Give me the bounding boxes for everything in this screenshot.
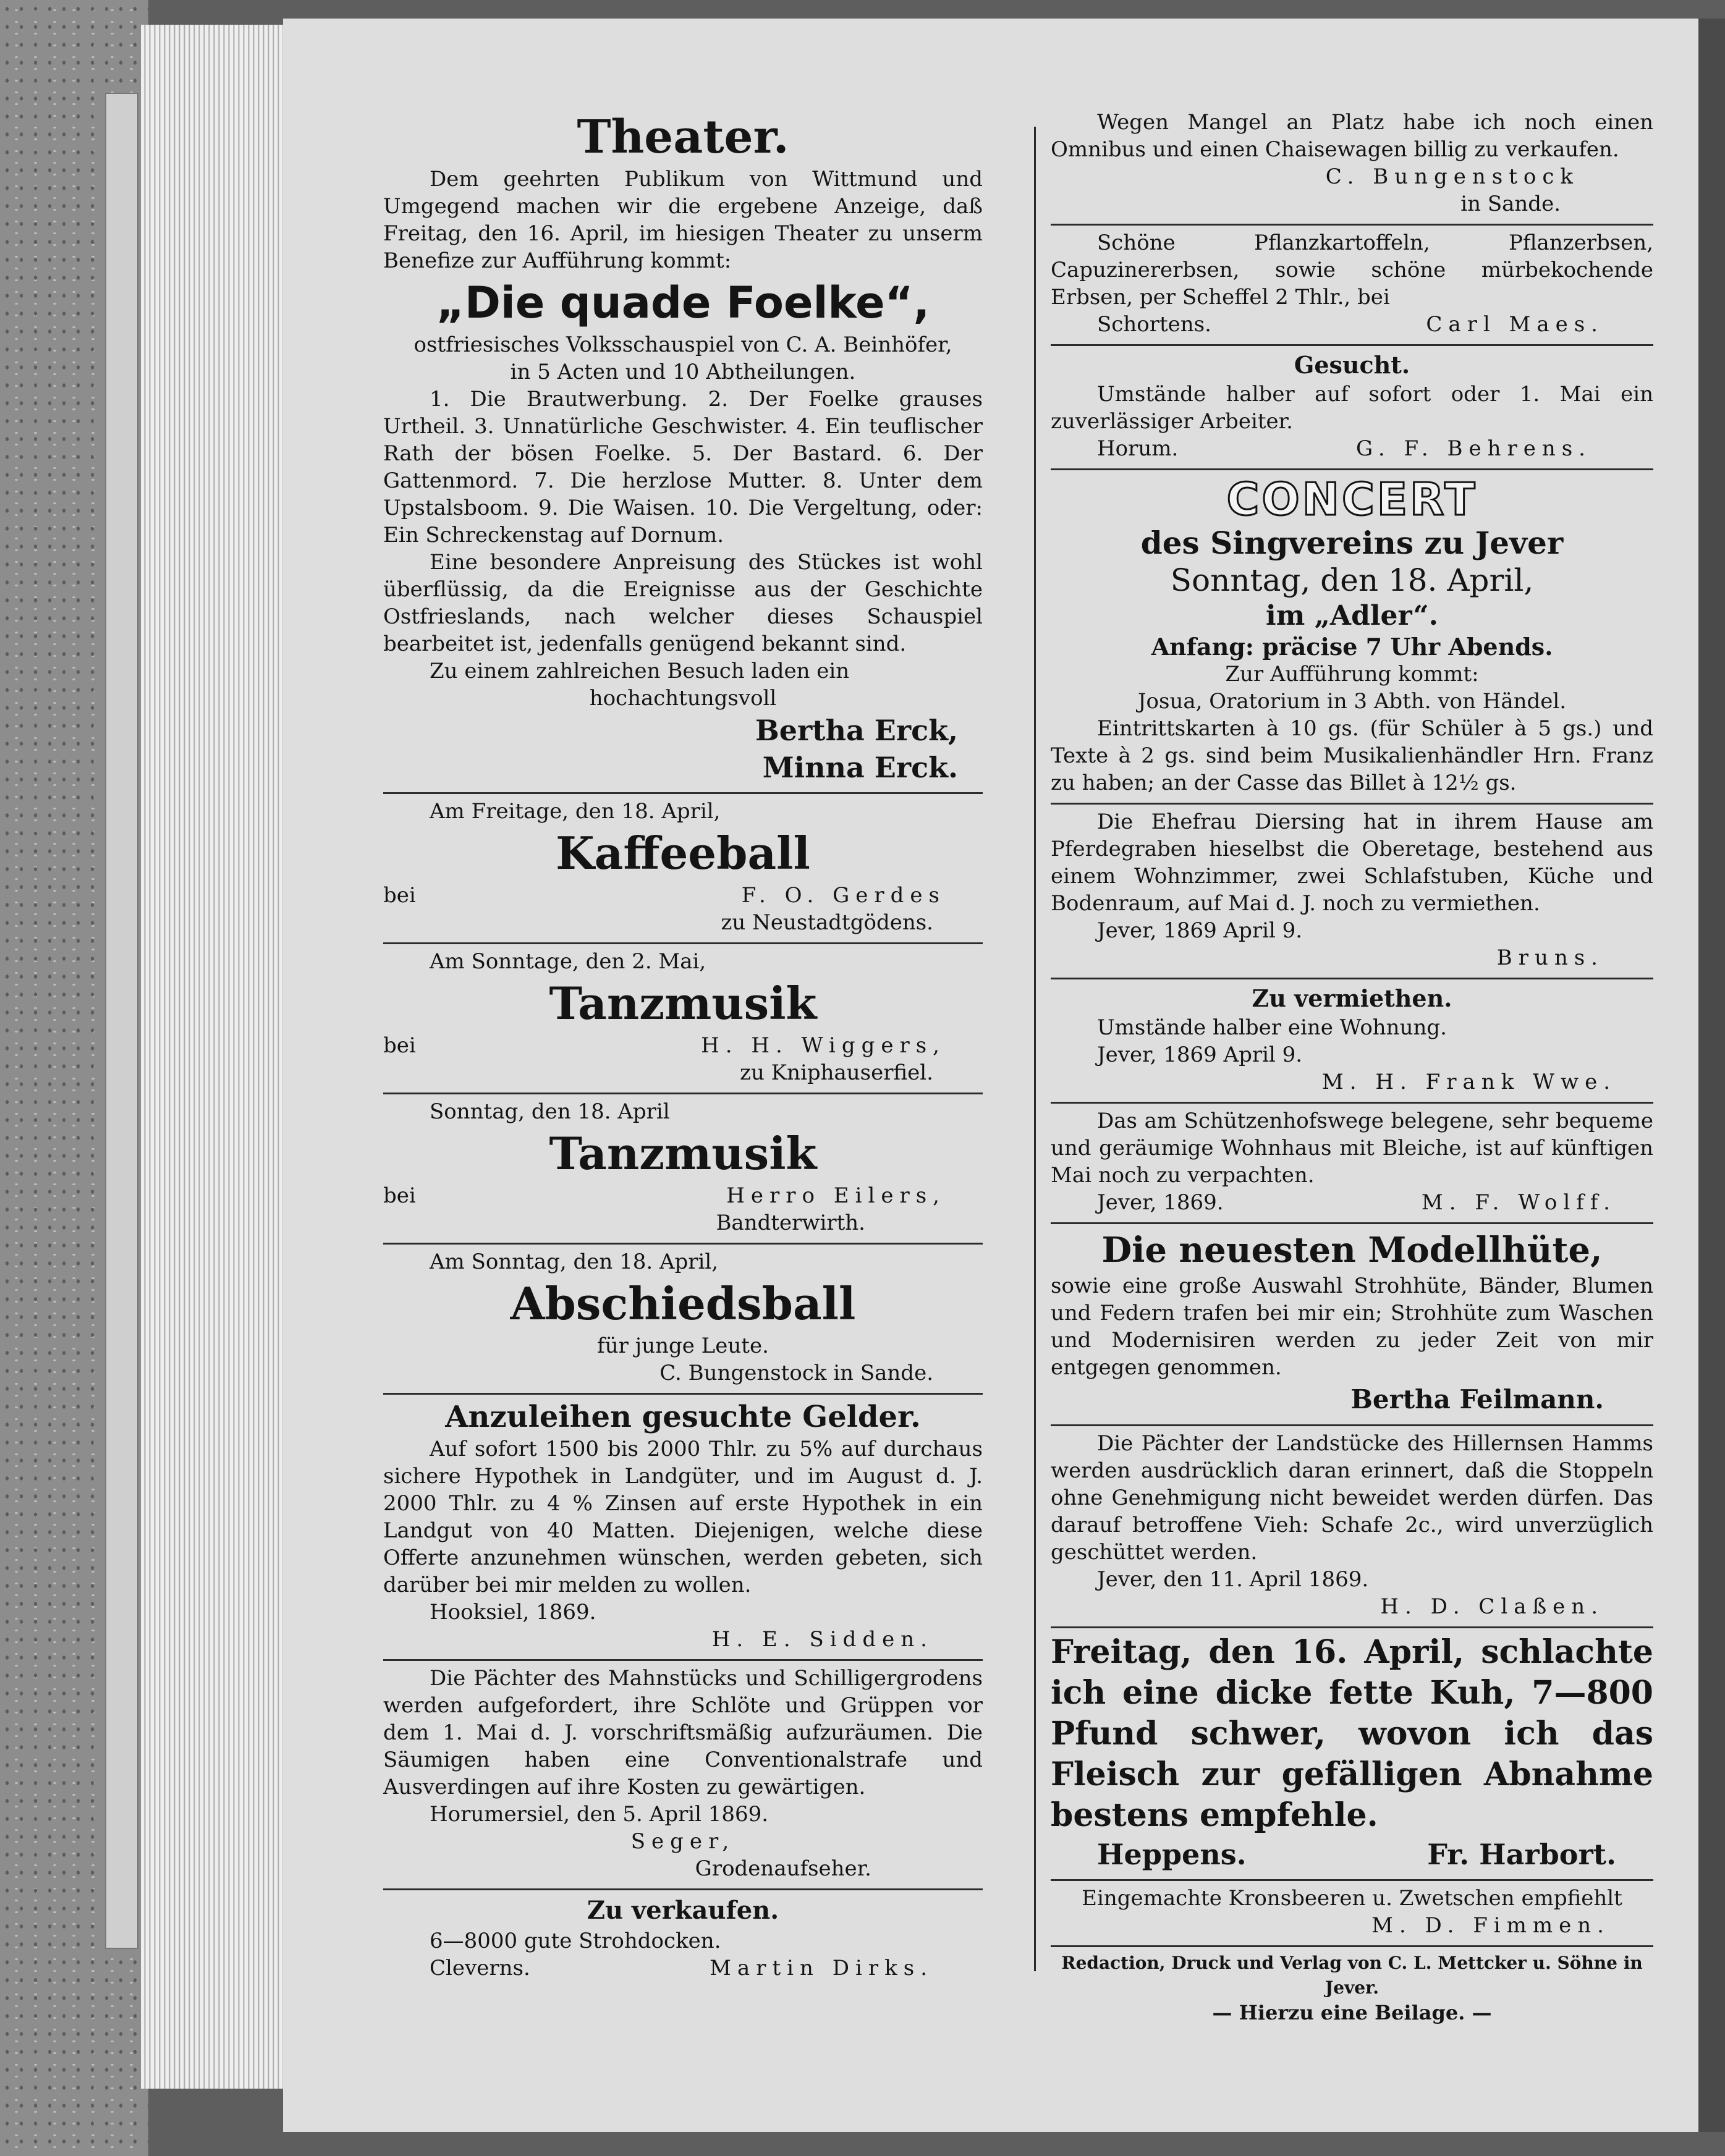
right-column — [1051, 105, 1653, 2031]
gesucht-title: Gesucht. — [1294, 351, 1410, 379]
left-column — [383, 105, 983, 1988]
tanzmusik-2-host-row — [383, 1182, 983, 1209]
gesucht-sig-row — [1051, 435, 1653, 462]
modellhuete-ad — [1051, 1224, 1653, 1426]
paechter-notice-left — [383, 1661, 983, 1890]
theater-body: Eine besondere Anpreisung des Stückes ist wohl überflüssig, da die Ereignisse aus der Geschichte Ostfrieslands, nach welcher dieses Schauspiel bearbeitet ist, jedenfalls genügend bekannt sind. — [383, 550, 983, 656]
pflanzkartoffeln-sig-row — [1051, 311, 1653, 338]
kaffeeball-bei: bei — [383, 883, 416, 908]
kuh-signature: Fr. Harbort. — [1427, 1838, 1616, 1871]
diersing-ad — [1051, 805, 1653, 979]
theater-invite: Zu einem zahlreichen Besuch laden ein — [430, 659, 850, 683]
concert-line-6: Josua, Oratorium in 3 Abth. von Händel. — [1137, 689, 1567, 714]
theater-title: Theater. — [577, 111, 789, 164]
paechter-left-body: Die Pächter des Mahnstücks und Schilligergrodens werden aufgefordert, ihre Schlöte und Grüppen vor dem 1. Mai d. J. vorschriftsmäßig aufzuräumen. Die Säumigen haben eine Conventionalstrafe und Ausverdingen auf ihre Kosten zu gewärtigen. — [383, 1666, 983, 1799]
modellhuete-signature: Bertha Feilmann. — [1350, 1384, 1604, 1414]
tanzmusik-2-place: Bandterwirth. — [716, 1211, 865, 1235]
tanzmusik-1-host: H. H. Wiggers, — [701, 1033, 946, 1058]
vermiethen-body: Umstände halber eine Wohnung. — [1097, 1015, 1447, 1040]
tanzmusik-1-title: Tanzmusik — [549, 977, 817, 1029]
gesucht-ad — [1051, 346, 1653, 470]
kronsbeeren-signature: M. D. Fimmen. — [1371, 1913, 1610, 1938]
kaffeeball-ad — [383, 794, 983, 944]
tanzmusik-1-bei: bei — [383, 1033, 416, 1058]
modellhuete-title: Die neuesten Modellhüte, — [1101, 1230, 1603, 1270]
omnibus-place: in Sande. — [1460, 192, 1561, 216]
zu-verkaufen-title: Zu verkaufen. — [587, 1896, 779, 1925]
hillernsen-body: Die Pächter der Landstücke des Hillernsen Hamms werden ausdrücklich daran erinnert, daß die Stoppeln ohne Genehmigung nicht beweidet werden dürfen. Das darauf betroffene Vieh: Schafe 2c., wird unverzüglich geschüttet werden. — [1051, 1431, 1653, 1565]
right-page-edge — [1698, 19, 1725, 2132]
omnibus-body: Wegen Mangel an Platz habe ich noch einen Omnibus und einen Chaisewagen billig zu verkaufen. — [1051, 110, 1653, 162]
zu-verkaufen-ad — [383, 1890, 983, 1988]
gesucht-place: Horum. — [1097, 436, 1179, 461]
pflanzkartoffeln-body: Schöne Pflanzkartoffeln, Pflanzerbsen, Capuzinererbsen, sowie schöne mürbekochende Erbsen, per Scheffel 2 Thlr., bei — [1051, 230, 1653, 310]
abschiedsball-line: für junge Leute. — [597, 1334, 769, 1358]
concert-line-1: des Singvereins zu Jever — [1140, 525, 1564, 561]
theater-ad — [383, 105, 983, 794]
page-stack-edges — [141, 25, 289, 2089]
gesucht-body: Umstände halber auf sofort oder 1. Mai ein zuverlässiger Arbeiter. — [1051, 382, 1653, 434]
paechter-left-place: Horumersiel, den 5. April 1869. — [430, 1802, 769, 1827]
footer-beilage: — Hierzu eine Beilage. — — [1212, 2001, 1492, 2024]
footer — [1051, 1947, 1653, 2031]
zu-verkaufen-sig-row — [383, 1955, 983, 1982]
column-divider — [1034, 127, 1036, 1971]
concert-line-3: im „Adler“. — [1266, 600, 1438, 632]
kronsbeeren-ad — [1051, 1881, 1653, 1947]
anzuleihen-signature: H. E. Sidden. — [711, 1627, 933, 1652]
tanzmusik-1-place: zu Kniphauserfiel. — [740, 1060, 933, 1085]
diersing-place: Jever, 1869 April 9. — [1097, 918, 1303, 943]
modellhuete-body: sowie eine große Auswahl Strohhüte, Bänder, Blumen und Federn trafen bei mir ein; Strohhüte zum Waschen und Modernisiren werden zu jeder Zeit von mir entgegen genommen. — [1051, 1274, 1653, 1380]
kaffeeball-host-row — [383, 882, 983, 909]
abschiedsball-ad — [383, 1245, 983, 1395]
vermiethen-ad — [1051, 979, 1653, 1104]
kaffeeball-title: Kaffeeball — [556, 827, 810, 879]
anzuleihen-title: Anzuleihen gesuchte Gelder. — [445, 1400, 921, 1434]
anzuleihen-place: Hooksiel, 1869. — [430, 1600, 596, 1625]
concert-line-4: Anfang: präcise 7 Uhr Abends. — [1151, 633, 1553, 661]
footer-imprint: Redaction, Druck und Verlag von C. L. Mettcker u. Söhne in Jever. — [1061, 1953, 1643, 1998]
pflanzkartoffeln-ad — [1051, 226, 1653, 346]
pflanzkartoffeln-place: Schortens. — [1097, 312, 1211, 337]
paechter-left-signature: Seger, — [630, 1829, 735, 1854]
tanzmusik-2-title: Tanzmusik — [549, 1127, 817, 1180]
pflanzkartoffeln-signature: Carl Maes. — [1426, 312, 1604, 337]
theater-greeting: hochachtungsvoll — [589, 686, 777, 711]
vermiethen-title: Zu vermiethen. — [1252, 984, 1452, 1012]
tanzmusik-2-bei: bei — [383, 1183, 416, 1208]
wohnhaus-body: Das am Schützenhofswege belegene, sehr bequeme und geräumige Wohnhaus mit Bleiche, ist auf künftigen Mai noch zu verpachten. — [1051, 1109, 1653, 1188]
tanzmusik-1-date: Am Sonntage, den 2. Mai, — [430, 949, 706, 974]
play-title: „Die quade Foelke“, — [436, 277, 930, 328]
concert-ad — [1051, 470, 1653, 805]
kronsbeeren-body: Eingemachte Kronsbeeren u. Zwetschen empfiehlt — [1082, 1886, 1622, 1911]
zu-verkaufen-place: Cleverns. — [430, 1956, 530, 1981]
kaffeeball-host: F. O. Gerdes — [741, 883, 946, 908]
tanzmusik-ad-1 — [383, 944, 983, 1094]
hillernsen-place: Jever, den 11. April 1869. — [1097, 1567, 1369, 1592]
paechter-left-role: Grodenaufseher. — [695, 1856, 871, 1881]
concert-line-2: Sonntag, den 18. April, — [1170, 562, 1534, 598]
vermiethen-place: Jever, 1869 April 9. — [1097, 1042, 1303, 1067]
anzuleihen-ad — [383, 1395, 983, 1661]
kuh-sig-row — [1051, 1836, 1653, 1873]
gesucht-signature: G. F. Behrens. — [1355, 436, 1591, 461]
adjacent-page-strip — [105, 93, 138, 1949]
theater-signature-2: Minna Erck. — [762, 751, 958, 784]
play-acts: 1. Die Brautwerbung. 2. Der Foelke grauses Urtheil. 3. Unnatürliche Geschwister. 4. Ein teuflischer Rath der bösen Foelke. 5. Der Bastard. 6. Der Gattenmord. 7. Die herzlose Mutter. 8. Unter dem Upstalsboom. 9. Die Waisen. 10. Die Vergeltung, oder: Ein Schreckenstag auf Dornum. — [383, 387, 983, 547]
tanzmusik-2-date: Sonntag, den 18. April — [430, 1099, 670, 1124]
vermiethen-signature: M. H. Frank Wwe. — [1321, 1070, 1616, 1094]
hillernsen-ad — [1051, 1426, 1653, 1628]
wohnhaus-signature: M. F. Wolff. — [1421, 1190, 1616, 1215]
diersing-signature: Bruns. — [1496, 945, 1604, 970]
kuh-place: Heppens. — [1097, 1838, 1247, 1871]
omnibus-signature: C. Bungenstock — [1325, 164, 1579, 189]
diersing-body: Die Ehefrau Diersing hat in ihrem Hause am Pferdegraben hieselbst die Oberetage, bestehend aus einem Wohnzimmer, zwei Schlafstuben, Küche und Bodenraum, auf Mai d. J. noch zu vermiethen. — [1051, 810, 1653, 916]
abschiedsball-date: Am Sonntag, den 18. April, — [430, 1249, 719, 1274]
tanzmusik-1-host-row — [383, 1032, 983, 1059]
kuh-body: Freitag, den 16. April, schlachte ich eine dicke fette Kuh, 7—800 Pfund schwer, wovon ich das Fleisch zur gefälligen Abnahme bestens empfehle. — [1051, 1633, 1653, 1834]
abschiedsball-host: C. Bungenstock in Sande. — [659, 1361, 933, 1385]
concert-title: CONCERT — [1226, 473, 1478, 525]
concert-line-5: Zur Aufführung kommt: — [1225, 662, 1479, 687]
wohnhaus-sig-row — [1051, 1189, 1653, 1216]
tanzmusik-ad-2 — [383, 1094, 983, 1245]
tanzmusik-2-host: Herro Eilers, — [726, 1183, 946, 1208]
kaffeeball-date: Am Freitage, den 18. April, — [430, 799, 721, 824]
anzuleihen-body: Auf sofort 1500 bis 2000 Thlr. zu 5% auf durchaus sichere Hypothek in Landgüter, und im August d. J. 2000 Thlr. zu 4 % Zinsen auf erste Hypothek in ein Landgut von 40 Matten. Diejenigen, welche diese Offerte anzunehmen wünschen, werden gebeten, sich darüber bei mir melden zu wollen. — [383, 1437, 983, 1597]
theater-intro: Dem geehrten Publikum von Wittmund und Umgegend machen wir die ergebene Anzeige, daß Freitag, den 16. April, im hiesigen Theater zu unserm Benefize zur Aufführung kommt: — [383, 167, 983, 273]
concert-body: Eintrittskarten à 10 gs. (für Schüler à 5 gs.) und Texte à 2 gs. sind beim Musikalienhändler Hrn. Franz zu haben; an der Casse das Billet à 12½ gs. — [1051, 716, 1653, 795]
zu-verkaufen-body: 6—8000 gute Strohdocken. — [430, 1929, 721, 1953]
zu-verkaufen-signature: Martin Dirks. — [710, 1956, 933, 1981]
theater-signature-1: Bertha Erck, — [755, 714, 958, 747]
omnibus-ad — [1051, 105, 1653, 226]
play-subtitle-1: ostfriesisches Volksschauspiel von C. A. Beinhöfer, — [413, 332, 952, 357]
play-subtitle-2: in 5 Acten und 10 Abtheilungen. — [510, 360, 856, 384]
hillernsen-signature: H. D. Claßen. — [1380, 1594, 1604, 1619]
kuh-ad — [1051, 1628, 1653, 1881]
kaffeeball-place: zu Neustadtgödens. — [721, 910, 933, 935]
wohnhaus-ad — [1051, 1104, 1653, 1224]
wohnhaus-place: Jever, 1869. — [1097, 1190, 1224, 1215]
abschiedsball-title: Abschiedsball — [510, 1277, 856, 1330]
